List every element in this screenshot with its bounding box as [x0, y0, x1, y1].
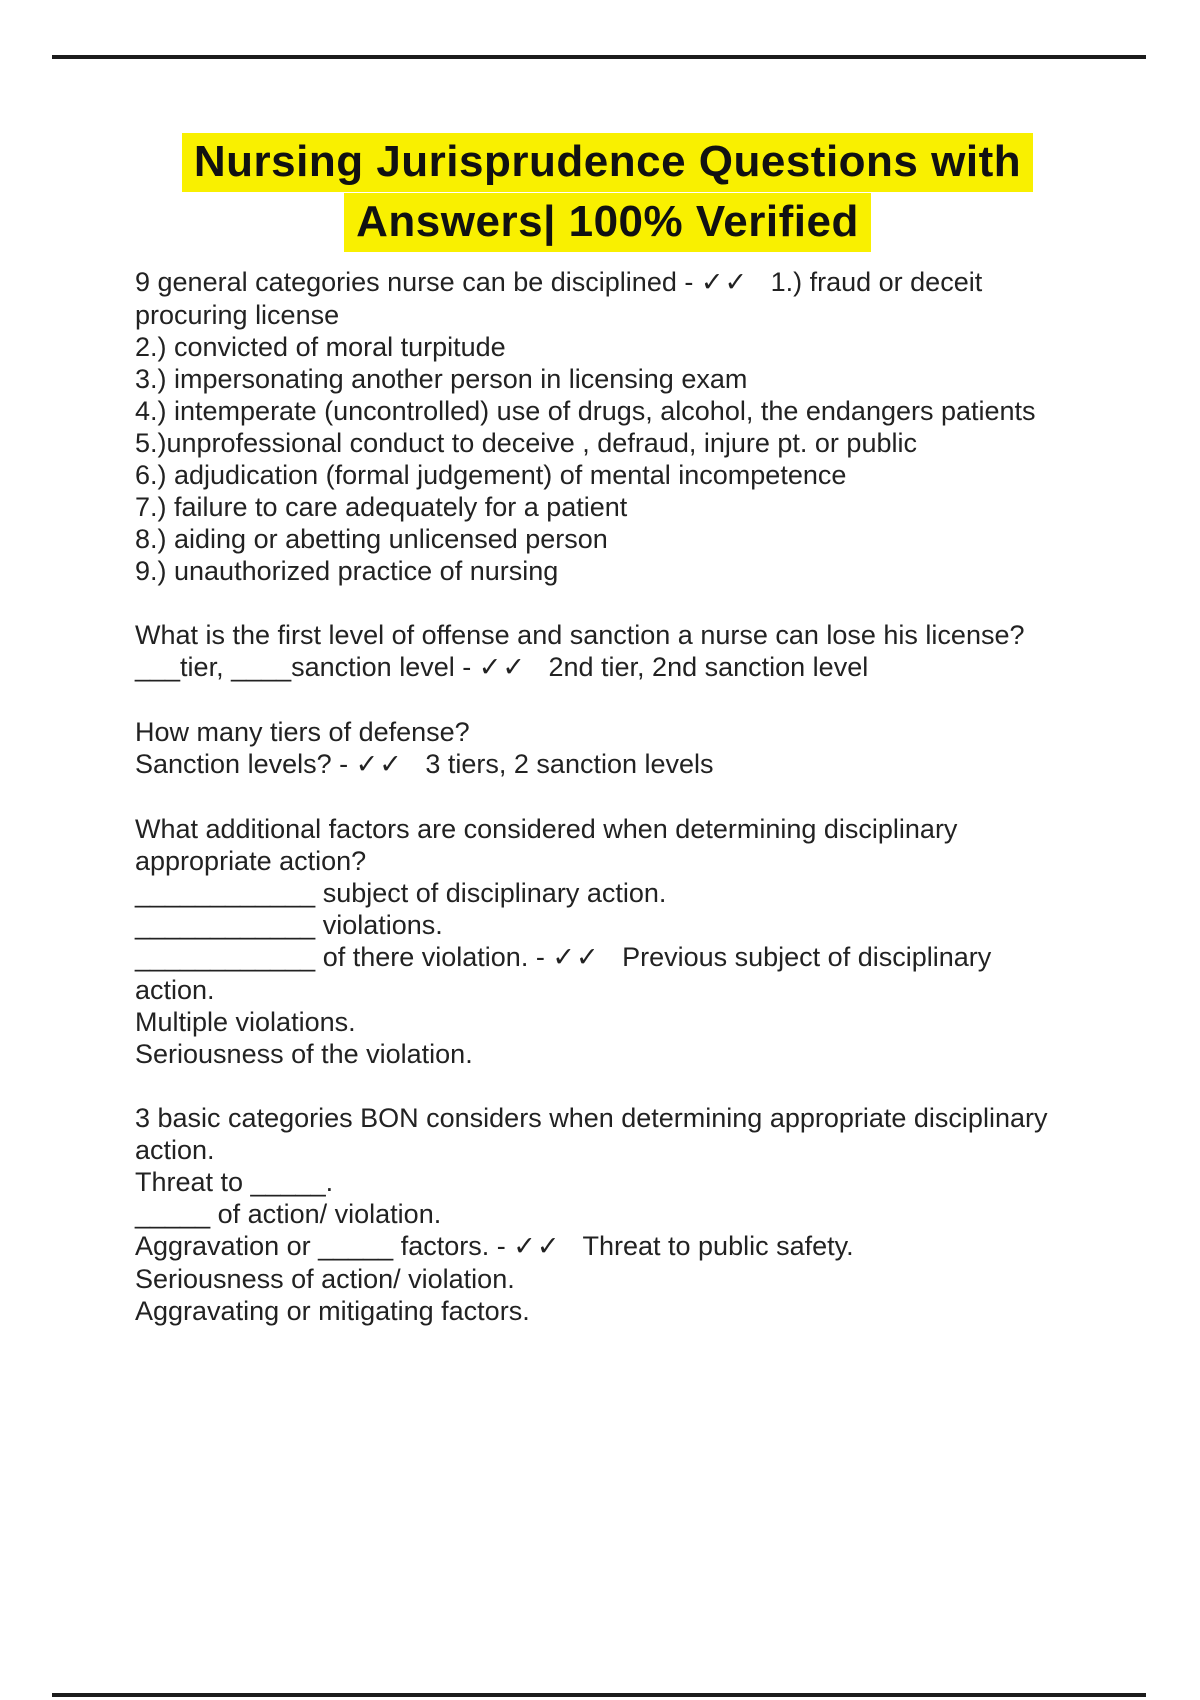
text-line: What is the first level of offense and sanction a nurse can lose his license? [135, 620, 1025, 650]
text-line: 6.) adjudication (formal judgement) of mental incompetence [135, 460, 847, 490]
text-line: 9.) unauthorized practice of nursing [135, 556, 559, 586]
text-line: 7.) failure to care adequately for a patient [135, 492, 628, 522]
text-line: 3.) impersonating another person in licensing exam [135, 364, 748, 394]
qa-block-3 [135, 716, 1080, 781]
text-line: action. [135, 975, 215, 1005]
document-title [135, 132, 1080, 252]
qa-block-5 [135, 1102, 1080, 1327]
text-line: ____________ of there violation. - ✓✓ Previous subject of disciplinary [135, 942, 992, 973]
document-content [135, 132, 1080, 1327]
text-line: 4.) intemperate (uncontrolled) use of drugs, alcohol, the endangers patients [135, 396, 1036, 426]
verified-checkmark-icon: ✓✓ [478, 652, 526, 683]
text-line: Seriousness of the violation. [135, 1039, 473, 1069]
top-rule [52, 55, 1146, 59]
text-line: ____________ subject of disciplinary action. [135, 878, 667, 908]
title-line-2: Answers| 100% Verified [344, 193, 871, 252]
bottom-rule [52, 1693, 1146, 1697]
text-line: action. [135, 1135, 215, 1165]
title-line-1: Nursing Jurisprudence Questions with [182, 133, 1033, 192]
qa-block-1 [135, 266, 1080, 587]
text-line: 9 general categories nurse can be disciplined - ✓✓ 1.) fraud or deceit [135, 267, 983, 298]
verified-checkmark-icon: ✓✓ [355, 749, 403, 780]
qa-block-4 [135, 813, 1080, 1070]
text-line: _____ of action/ violation. [135, 1199, 442, 1229]
text-line: 3 basic categories BON considers when determining appropriate disciplinary [135, 1103, 1048, 1133]
verified-checkmark-icon: ✓✓ [513, 1231, 561, 1262]
verified-checkmark-icon: ✓✓ [700, 267, 749, 298]
text-line: 5.)unprofessional conduct to deceive , defraud, injure pt. or public [135, 428, 917, 458]
verified-checkmark-icon: ✓✓ [552, 942, 600, 973]
text-line: 8.) aiding or abetting unlicensed person [135, 524, 608, 554]
text-line: Aggravating or mitigating factors. [135, 1296, 530, 1326]
text-line: 2.) convicted of moral turpitude [135, 332, 506, 362]
text-line: procuring license [135, 300, 340, 330]
text-line: What additional factors are considered when determining disciplinary [135, 814, 958, 844]
text-line: Sanction levels? - ✓✓ 3 tiers, 2 sanction levels [135, 749, 714, 780]
text-line: Seriousness of action/ violation. [135, 1264, 515, 1294]
text-line: appropriate action? [135, 846, 367, 876]
text-line: How many tiers of defense? [135, 717, 470, 747]
qa-blocks [135, 266, 1080, 1327]
text-line: ___tier, ____sanction level - ✓✓ 2nd tier, 2nd sanction level [135, 652, 869, 683]
text-line: Aggravation or _____ factors. - ✓✓ Threat to public safety. [135, 1231, 854, 1262]
text-line: Multiple violations. [135, 1007, 356, 1037]
text-line: Threat to _____. [135, 1167, 334, 1197]
text-line: ____________ violations. [135, 910, 443, 940]
qa-block-2 [135, 619, 1080, 684]
